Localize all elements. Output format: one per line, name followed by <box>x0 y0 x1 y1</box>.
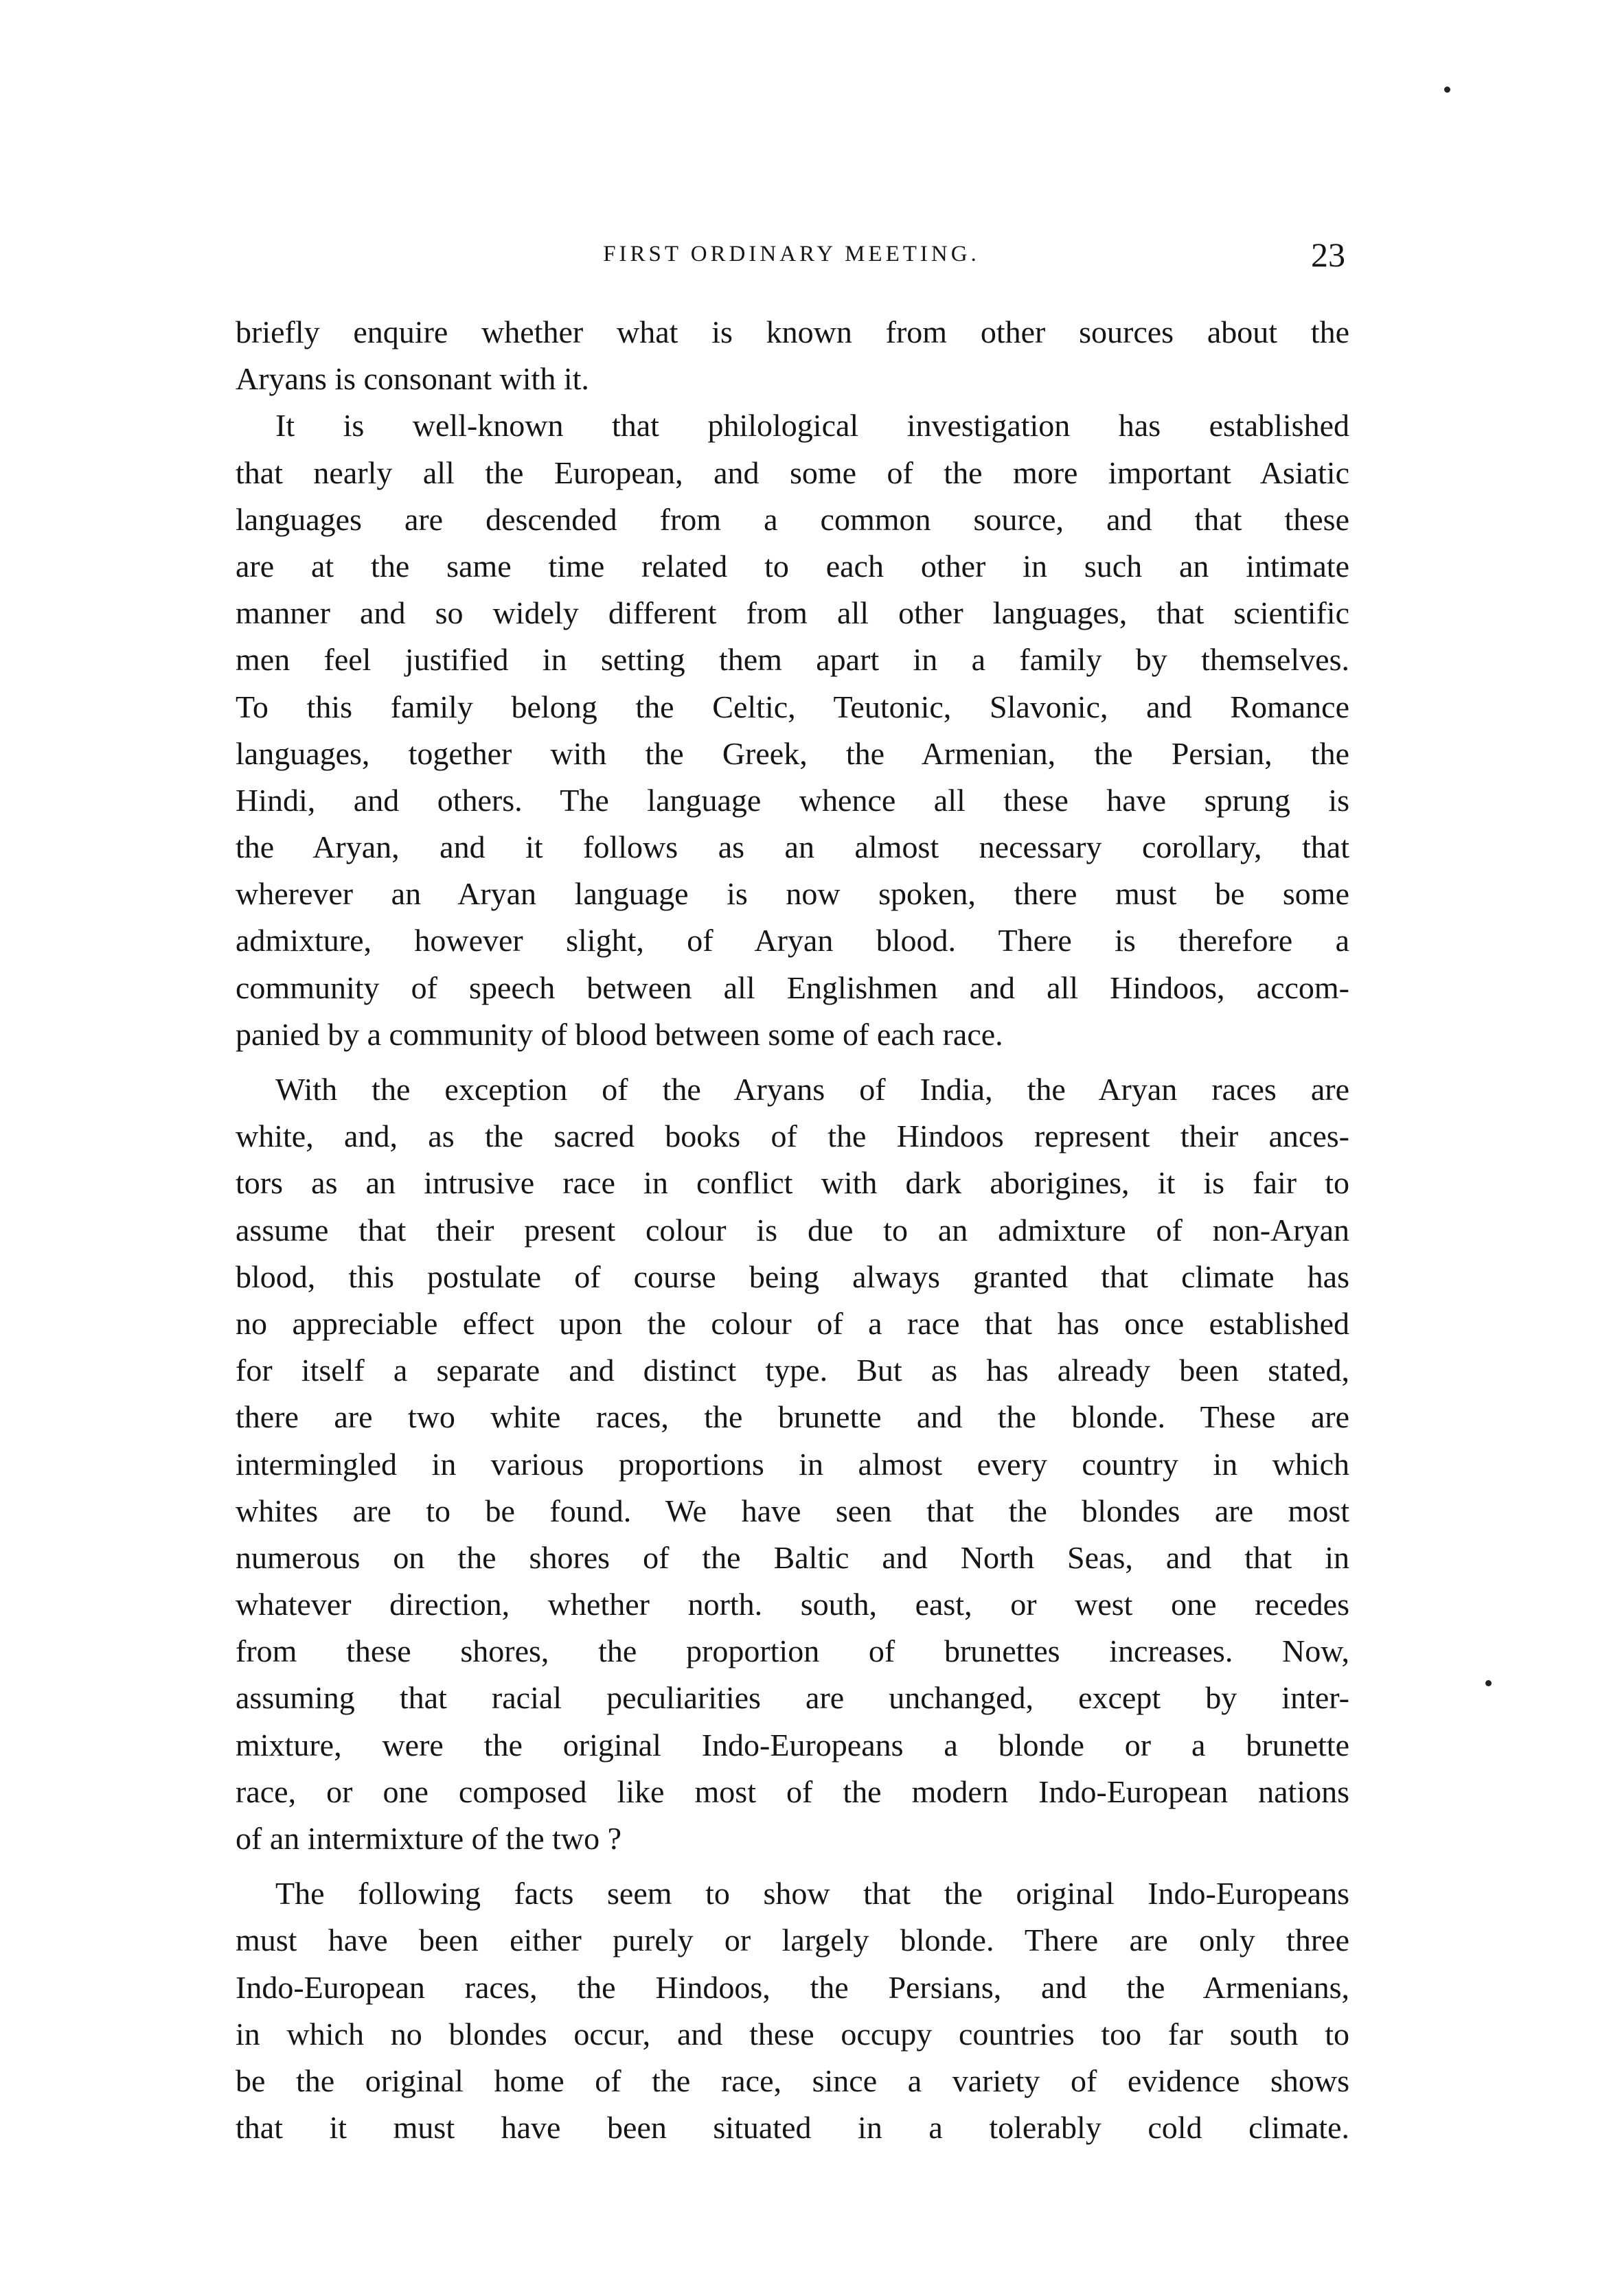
text-line: manner and so widely different from all other languages, that scientific <box>236 595 1349 631</box>
text-line: from these shores, the proportion of brunettes increases. Now, <box>236 1633 1349 1669</box>
text-line: panied by a community of blood between some of each race. <box>236 1016 1003 1052</box>
paragraph-gap <box>236 1862 1349 1870</box>
text-line: assuming that racial peculiarities are unchanged, except by inter- <box>236 1680 1349 1716</box>
body-text <box>236 309 1349 2151</box>
text-line: that it must have been situated in a tolerably cold climate. <box>236 2110 1349 2146</box>
text-line: be the original home of the race, since a variety of evidence shows <box>236 2063 1349 2098</box>
text-line: men feel justified in setting them apart in a family by themselves. <box>236 642 1349 678</box>
running-head <box>233 235 1349 276</box>
text-line: intermingled in various proportions in almost every country in which <box>236 1446 1349 1482</box>
text-line: for itself a separate and distinct type. But as has already been stated, <box>236 1353 1349 1388</box>
text-line: assume that their present colour is due to an admixture of non-Aryan <box>236 1212 1349 1248</box>
text-line: no appreciable effect upon the colour of a race that has once established <box>236 1305 1349 1341</box>
text-line: white, and, as the sacred books of the Hindoos represent their ances- <box>236 1118 1349 1154</box>
text-line: blood, this postulate of course being always granted that climate has <box>236 1259 1349 1294</box>
text-line: wherever an Aryan language is now spoken, there must be some <box>236 876 1349 912</box>
text-line: are at the same time related to each other in such an intimate <box>236 548 1349 584</box>
text-line: languages are descended from a common source, and that these <box>236 501 1349 537</box>
paragraph <box>236 1870 1349 2151</box>
ink-speck <box>1485 1680 1492 1686</box>
text-line: the Aryan, and it follows as an almost necessary corollary, that <box>236 829 1349 865</box>
paragraph-gap <box>236 1058 1349 1066</box>
text-line: of an intermixture of the two ? <box>236 1821 622 1856</box>
text-line: It is well-known that philological investigation has established <box>275 408 1349 444</box>
text-line: Hindi, and others. The language whence all these have sprung is <box>236 782 1349 818</box>
text-line: briefly enquire whether what is known from other sources about the <box>236 314 1349 349</box>
text-line: mixture, were the original Indo-Europeans a blonde or a brunette <box>236 1727 1349 1763</box>
text-line: To this family belong the Celtic, Teutonic, Slavonic, and Romance <box>236 689 1349 724</box>
text-line: there are two white races, the brunette and the blonde. These are <box>236 1399 1349 1435</box>
text-line: With the exception of the Aryans of India, the Aryan races are <box>275 1072 1349 1107</box>
text-line: The following facts seem to show that the original Indo-Europeans <box>275 1876 1349 1912</box>
text-line: admixture, however slight, of Aryan blood. There is therefore a <box>236 923 1349 958</box>
page-number: 23 <box>1311 236 1345 274</box>
running-title: FIRST ORDINARY MEETING. <box>603 242 980 266</box>
text-line: that nearly all the European, and some of the more important Asiatic <box>236 455 1349 490</box>
text-line: languages, together with the Greek, the Armenian, the Persian, the <box>236 735 1349 771</box>
text-line: in which no blondes occur, and these occupy countries too far south to <box>236 2016 1349 2052</box>
ink-speck <box>1444 87 1450 93</box>
paragraph <box>236 1066 1349 1862</box>
paragraph <box>236 309 1349 402</box>
paragraph <box>236 402 1349 1058</box>
text-line: whites are to be found. We have seen that the blondes are most <box>236 1493 1349 1528</box>
text-line: must have been either purely or largely blonde. There are only three <box>236 1922 1349 1958</box>
text-line: Aryans is consonant with it. <box>236 361 589 397</box>
text-line: community of speech between all Englishmen and all Hindoos, accom- <box>236 969 1349 1005</box>
text-line: race, or one composed like most of the modern Indo-European nations <box>236 1773 1349 1809</box>
text-line: Indo-European races, the Hindoos, the Persians, and the Armenians, <box>236 1969 1349 2005</box>
text-line: tors as an intrusive race in conflict with dark aborigines, it is fair to <box>236 1165 1349 1201</box>
text-line: numerous on the shores of the Baltic and North Seas, and that in <box>236 1539 1349 1575</box>
text-line: whatever direction, whether north. south, east, or west one recedes <box>236 1587 1349 1622</box>
